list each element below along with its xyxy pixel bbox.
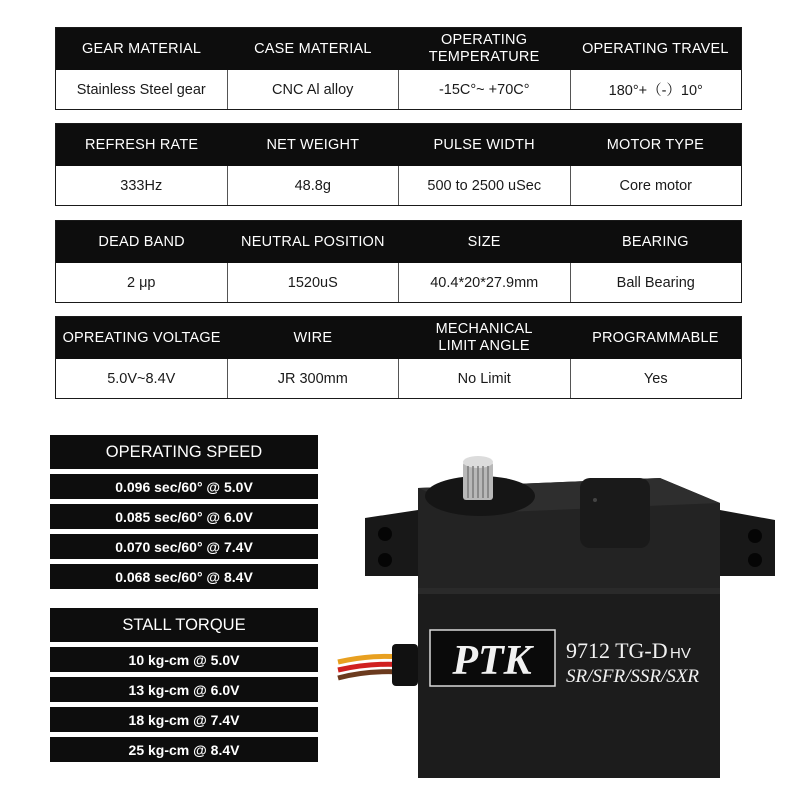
spec-value: CNC Al alloy — [228, 70, 400, 109]
spec-table-4 — [55, 316, 742, 399]
spec-value: 40.4*20*27.9mm — [399, 263, 571, 302]
spec-header: NEUTRAL POSITION — [241, 233, 385, 250]
operating-speed-title: OPERATING SPEED — [50, 435, 318, 469]
spec-value-row — [56, 70, 741, 109]
spec-value: 48.8g — [228, 166, 400, 205]
torque-row: 10 kg-cm @ 5.0V — [50, 647, 318, 672]
spec-table-1 — [55, 27, 742, 110]
body-seam — [418, 588, 720, 594]
spec-header: PROGRAMMABLE — [592, 329, 719, 346]
spec-value: 1520uS — [228, 263, 400, 302]
spec-value: 5.0V~8.4V — [56, 359, 228, 398]
spec-value: 2 μp — [56, 263, 228, 302]
spec-header: DEAD BAND — [98, 233, 185, 250]
model-suffix: HV — [670, 645, 691, 662]
spec-header-row — [56, 317, 741, 359]
spec-header: CASE MATERIAL — [254, 40, 372, 57]
spec-value: Core motor — [619, 177, 693, 194]
model-variants: SR/SFR/SSR/SXR — [566, 666, 699, 687]
mount-hole — [378, 553, 392, 567]
spec-value: 333Hz — [56, 166, 228, 205]
spec-table-3 — [55, 220, 742, 303]
mount-hole — [748, 553, 762, 567]
speed-row: 0.068 sec/60° @ 8.4V — [50, 564, 318, 589]
torque-row: 13 kg-cm @ 6.0V — [50, 677, 318, 702]
spec-header: NET WEIGHT — [266, 136, 360, 153]
servo-illustration — [330, 448, 790, 788]
spec-value-row — [56, 166, 741, 205]
spec-value: 180°+（-）10° — [608, 83, 703, 99]
mount-hole — [748, 529, 762, 543]
spec-header: REFRESH RATE — [84, 136, 199, 153]
spec-header: BEARING — [622, 233, 689, 250]
spec-table-2 — [55, 123, 742, 206]
spec-header: WIRE — [293, 329, 333, 346]
case-dot — [593, 498, 597, 502]
spec-header: MOTOR TYPE — [606, 136, 705, 153]
spec-header: SIZE — [467, 233, 501, 250]
mount-tab-right — [720, 510, 775, 576]
spec-value: JR 300mm — [228, 359, 400, 398]
spec-value: Ball Bearing — [616, 274, 695, 291]
spec-value: 500 to 2500 uSec — [399, 166, 571, 205]
speed-row: 0.070 sec/60° @ 7.4V — [50, 534, 318, 559]
speed-row: 0.096 sec/60° @ 5.0V — [50, 474, 318, 499]
spec-value: Stainless Steel gear — [56, 70, 228, 109]
spec-value-row — [56, 359, 741, 398]
spec-header: MECHANICAL LIMIT ANGLE — [435, 321, 533, 354]
wire-grommet — [392, 644, 418, 686]
operating-speed-panel — [50, 435, 318, 589]
servo-image — [330, 448, 790, 788]
spec-header: GEAR MATERIAL — [82, 40, 202, 57]
spec-header-row — [56, 221, 741, 263]
brand-logo: PTK — [452, 638, 532, 684]
spec-header-row — [56, 28, 741, 70]
spec-value: No Limit — [399, 359, 571, 398]
torque-row: 18 kg-cm @ 7.4V — [50, 707, 318, 732]
stall-torque-title: STALL TORQUE — [50, 608, 318, 642]
torque-row: 25 kg-cm @ 8.4V — [50, 737, 318, 762]
mount-tab-left — [365, 510, 418, 576]
spec-value-row — [56, 263, 741, 302]
mount-hole — [378, 527, 392, 541]
stall-torque-panel — [50, 608, 318, 762]
spec-header: OPERATING TEMPERATURE — [428, 32, 540, 65]
spec-header: PULSE WIDTH — [433, 136, 535, 153]
spec-value: -15C°~ +70C° — [399, 70, 571, 109]
spec-header: OPREATING VOLTAGE — [62, 329, 221, 346]
spec-header: OPERATING TRAVEL — [582, 40, 729, 57]
spec-value: Yes — [643, 370, 668, 387]
spec-header-row — [56, 124, 741, 166]
case-boss — [580, 478, 650, 548]
model-name: 9712 TG-D — [566, 638, 668, 663]
speed-row: 0.085 sec/60° @ 6.0V — [50, 504, 318, 529]
